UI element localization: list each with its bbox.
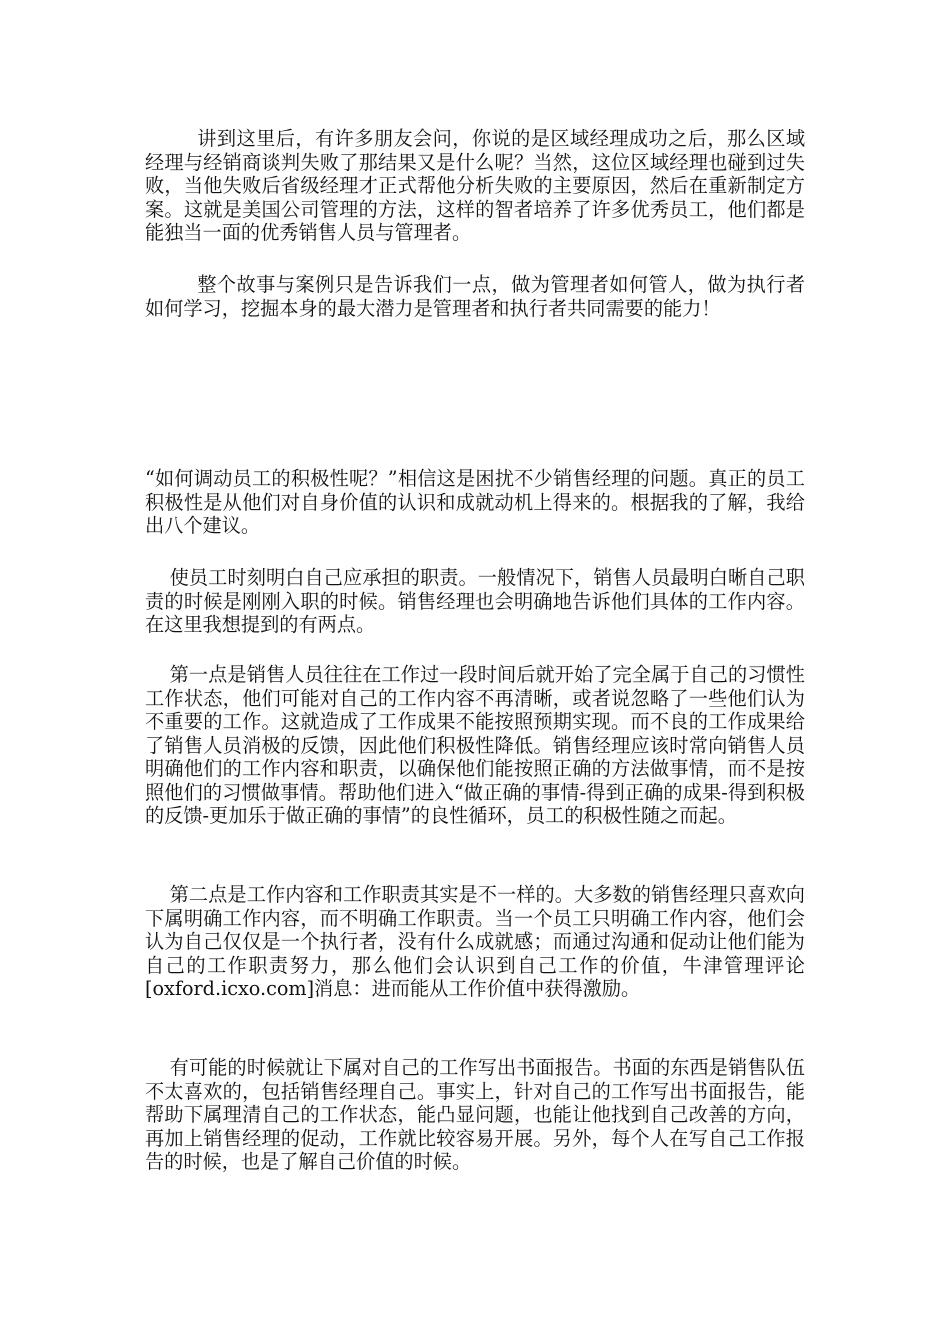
paragraph-written-report: 有可能的时候就让下属对自己的工作写出书面报告。书面的东西是销售队伍不太喜欢的，包括销售经理自己。事实上，针对自己的工作写出书面报告，能帮助下属理清自己的工作状态，能凸显问题，也能让他找到自己改善的方向，再加上销售经理的促动，工作就比较容易开展。另外，每个人在写自己工作报告的时候，也是了解自己价值的时候。 xyxy=(145,1056,805,1173)
paragraph-motivation-question: “如何调动员工的积极性呢？”相信这是困扰不少销售经理的问题。真正的员工积极性是从他们对自身价值的认识和成就动机上得来的。根据我的了解，我给出八个建议。 xyxy=(145,467,805,537)
paragraph-point-one: 第一点是销售人员往往在工作过一段时间后就开始了完全属于自己的习惯性工作状态，他们可能对自己的工作内容不再清晰，或者说忽略了一些他们认为不重要的工作。这就造成了工作成果不能按照预期实现。而不良的工作成果给了销售人员消极的反馈，因此他们积极性降低。销售经理应该时常向销售人员明确他们的工作内容和职责，以确保他们能按照正确的方法做事情，而不是按照他们的习惯做事情。帮助他们进入“做正确的事情-得到正确的成果-得到积极的反馈-更加乐于做正确的事情”的良性循环，员工的积极性随之而起。 xyxy=(145,663,805,827)
paragraph-point-two: 第二点是工作内容和工作职责其实是不一样的。大多数的销售经理只喜欢向下属明确工作内容，而不明确工作职责。当一个员工只明确工作内容，他们会认为自己仅仅是一个执行者，没有什么成就感；而通过沟通和促动让他们能为自己的工作职责努力，那么他们会认识到自己工作的价值，牛津管理评论[oxford.icxo.com]消息：进而能从工作价值中获得激励。 xyxy=(145,883,805,1000)
paragraph-clarify-duties: 使员工时刻明白自己应承担的职责。一般情况下，销售人员最明白晰自己职责的时候是刚刚入职的时候。销售经理也会明确地告诉他们具体的工作内容。在这里我想提到的有两点。 xyxy=(145,566,805,636)
paragraph-region-manager-failure: 讲到这里后，有许多朋友会问，你说的是区域经理成功之后，那么区域经理与经销商谈判失败了那结果又是什么呢？当然，这位区域经理也碰到过失败，当他失败后省级经理才正式帮他分析失败的主要原因，然后在重新制定方案。这就是美国公司管理的方法，这样的智者培养了许多优秀员工，他们都是能独当一面的优秀销售人员与管理者。 xyxy=(145,127,806,244)
paragraph-story-conclusion: 整个故事与案例只是告诉我们一点，做为管理者如何管人，做为执行者如何学习，挖掘本身的最大潜力是管理者和执行者共同需要的能力！ xyxy=(145,273,806,320)
